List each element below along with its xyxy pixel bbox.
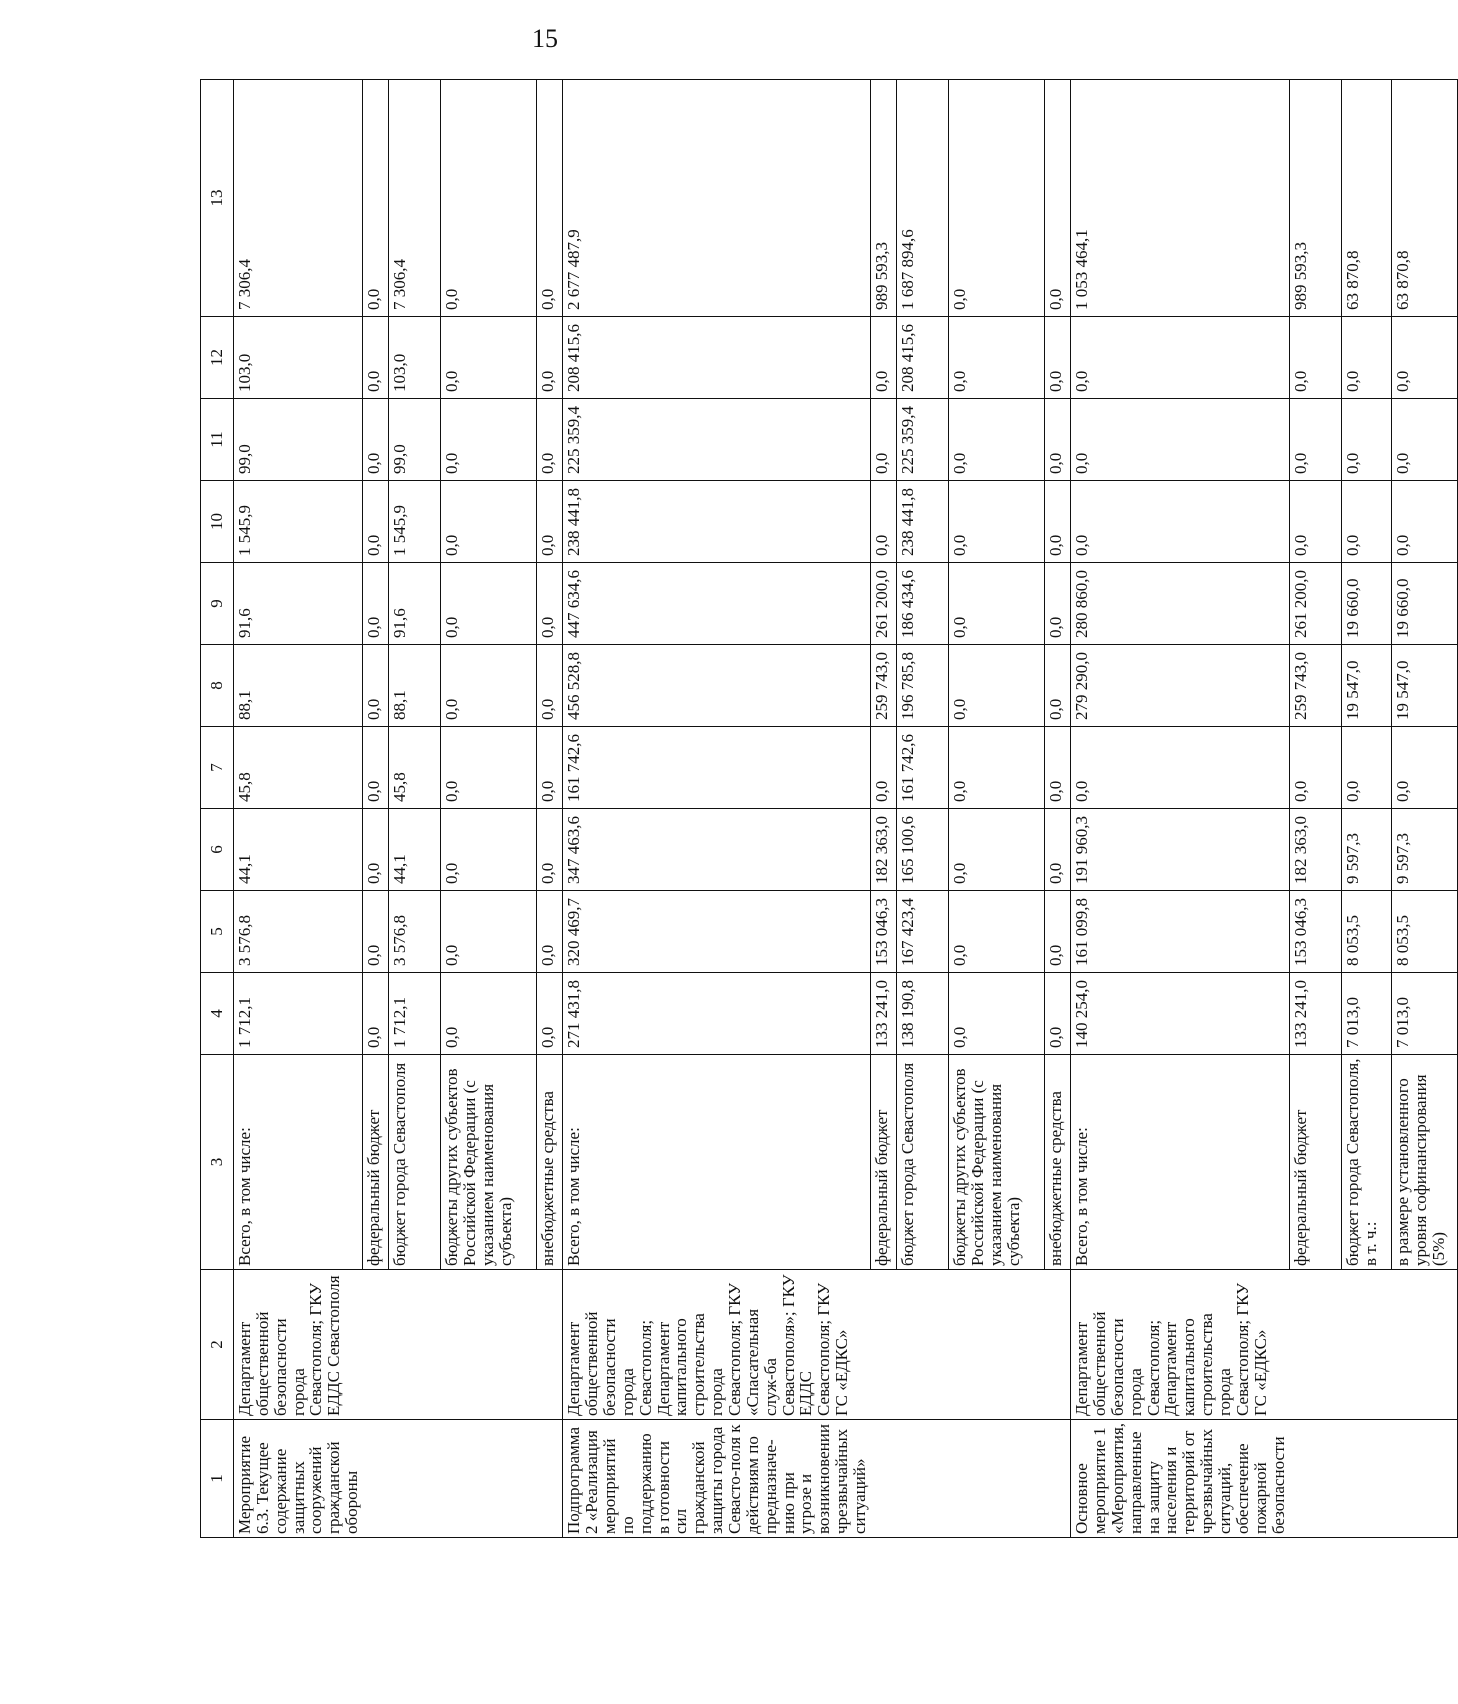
value-cell: 0,0	[949, 891, 1045, 973]
value-cell: 63 870,8	[1391, 80, 1457, 317]
value-cell: 0,0	[1045, 727, 1071, 809]
value-cell: 0,0	[441, 727, 537, 809]
table-row	[1045, 80, 1071, 1538]
value-cell: 9 597,3	[1391, 809, 1457, 891]
value-cell: 133 241,0	[1289, 973, 1341, 1055]
value-cell: 0,0	[949, 645, 1045, 727]
value-cell: 0,0	[537, 645, 563, 727]
value-cell: 0,0	[871, 481, 897, 563]
value-cell: 1 545,9	[389, 481, 441, 563]
program-name-cell	[1341, 1420, 1391, 1538]
value-cell: 0,0	[441, 809, 537, 891]
value-cell: 0,0	[1391, 727, 1457, 809]
funding-source-cell: федеральный бюджет	[363, 1055, 389, 1270]
executor-cell	[1289, 1270, 1341, 1420]
value-cell: 19 547,0	[1391, 645, 1457, 727]
col-header: 1	[201, 1420, 234, 1538]
value-cell: 0,0	[1391, 399, 1457, 481]
value-cell: 0,0	[949, 481, 1045, 563]
value-cell: 3 576,8	[234, 891, 363, 973]
value-cell: 196 785,8	[897, 645, 949, 727]
value-cell: 44,1	[389, 809, 441, 891]
col-header: 12	[201, 317, 234, 399]
value-cell: 0,0	[949, 399, 1045, 481]
value-cell: 0,0	[363, 317, 389, 399]
col-header: 10	[201, 481, 234, 563]
program-name-cell	[871, 1420, 897, 1538]
value-cell: 259 743,0	[871, 645, 897, 727]
table-row	[441, 80, 537, 1538]
program-name-cell	[1391, 1420, 1457, 1538]
program-name-cell: Подпрограмма 2 «Реализация мероприятий по поддержанию в готовности сил гражданской защиты города Севасто-поля к действиям по предназначе-нию при угрозе и возникновении чрезвычайных ситуаций»	[563, 1420, 871, 1538]
executor-cell	[1341, 1270, 1391, 1420]
value-cell: 161 742,6	[563, 727, 871, 809]
program-name-cell: Основное мероприятие 1 «Мероприятия, направленные на защиту населения и территорий от чрезвычайных ситуаций, обеспечение пожарной безопасности	[1071, 1420, 1290, 1538]
value-cell: 7 306,4	[389, 80, 441, 317]
value-cell: 989 593,3	[871, 80, 897, 317]
value-cell: 989 593,3	[1289, 80, 1341, 317]
value-cell: 99,0	[234, 399, 363, 481]
value-cell: 447 634,6	[563, 563, 871, 645]
value-cell: 153 046,3	[1289, 891, 1341, 973]
value-cell: 7 306,4	[234, 80, 363, 317]
value-cell: 0,0	[1071, 317, 1290, 399]
value-cell: 0,0	[537, 317, 563, 399]
value-cell: 0,0	[949, 317, 1045, 399]
value-cell: 0,0	[949, 80, 1045, 317]
funding-source-cell: бюджеты других субъектов Российской Федерации (с указанием наименования субъекта)	[949, 1055, 1045, 1270]
value-cell: 208 415,6	[897, 317, 949, 399]
value-cell: 0,0	[363, 399, 389, 481]
value-cell: 0,0	[949, 727, 1045, 809]
col-header: 9	[201, 563, 234, 645]
value-cell: 347 463,6	[563, 809, 871, 891]
col-header: 13	[201, 80, 234, 317]
value-cell: 208 415,6	[563, 317, 871, 399]
value-cell: 0,0	[363, 80, 389, 317]
value-cell: 0,0	[949, 563, 1045, 645]
funding-source-cell: бюджеты других субъектов Российской Федерации (с указанием наименования субъекта)	[441, 1055, 537, 1270]
value-cell: 320 469,7	[563, 891, 871, 973]
value-cell: 1 712,1	[234, 973, 363, 1055]
value-cell: 0,0	[1289, 727, 1341, 809]
program-name-cell	[363, 1420, 389, 1538]
value-cell: 45,8	[389, 727, 441, 809]
value-cell: 7 013,0	[1391, 973, 1457, 1055]
funding-source-cell: бюджет города Севастополя, в т. ч.:	[1341, 1055, 1391, 1270]
value-cell: 167 423,4	[897, 891, 949, 973]
executor-cell: Департамент общественной безопасности города Севастополя; Департамент капитального строительства города Севастополя; ГКУ «Спасательная служ-ба Севастополя»; ГКУ ЕДДС Севастополя; ГКУ ГС «ЕДКС»	[563, 1270, 871, 1420]
program-name-cell	[537, 1420, 563, 1538]
value-cell: 238 441,8	[563, 481, 871, 563]
col-header: 4	[201, 973, 234, 1055]
value-cell: 0,0	[1391, 481, 1457, 563]
value-cell: 182 363,0	[1289, 809, 1341, 891]
budget-table	[200, 79, 1458, 1538]
value-cell: 1 545,9	[234, 481, 363, 563]
value-cell: 0,0	[441, 891, 537, 973]
table-row	[389, 80, 441, 1538]
value-cell: 0,0	[871, 727, 897, 809]
value-cell: 3 576,8	[389, 891, 441, 973]
value-cell: 238 441,8	[897, 481, 949, 563]
value-cell: 161 742,6	[897, 727, 949, 809]
value-cell: 0,0	[1341, 399, 1391, 481]
value-cell: 0,0	[537, 891, 563, 973]
value-cell: 225 359,4	[563, 399, 871, 481]
program-name-cell	[389, 1420, 441, 1538]
program-name-cell	[441, 1420, 537, 1538]
table-row	[949, 80, 1045, 1538]
value-cell: 0,0	[363, 809, 389, 891]
value-cell: 0,0	[1045, 399, 1071, 481]
value-cell: 0,0	[363, 563, 389, 645]
value-cell: 0,0	[1045, 481, 1071, 563]
executor-cell	[537, 1270, 563, 1420]
value-cell: 0,0	[537, 973, 563, 1055]
value-cell: 1 712,1	[389, 973, 441, 1055]
executor-cell	[1045, 1270, 1071, 1420]
value-cell: 7 013,0	[1341, 973, 1391, 1055]
executor-cell	[441, 1270, 537, 1420]
value-cell: 0,0	[363, 481, 389, 563]
value-cell: 88,1	[389, 645, 441, 727]
value-cell: 0,0	[949, 809, 1045, 891]
value-cell: 91,6	[389, 563, 441, 645]
value-cell: 9 597,3	[1341, 809, 1391, 891]
executor-cell	[897, 1270, 949, 1420]
value-cell: 261 200,0	[1289, 563, 1341, 645]
value-cell: 0,0	[1289, 481, 1341, 563]
value-cell: 0,0	[1045, 563, 1071, 645]
value-cell: 0,0	[1341, 481, 1391, 563]
value-cell: 0,0	[1289, 399, 1341, 481]
table-row	[1071, 80, 1290, 1538]
table-row	[1341, 80, 1391, 1538]
value-cell: 45,8	[234, 727, 363, 809]
executor-cell: Департамент общественной безопасности города Севастополя; Департамент капитального строительства города Севастополя; ГКУ ГС «ЕДКС»	[1071, 1270, 1290, 1420]
value-cell: 19 547,0	[1341, 645, 1391, 727]
value-cell: 0,0	[441, 481, 537, 563]
table-row	[363, 80, 389, 1538]
funding-source-cell: Всего, в том числе:	[563, 1055, 871, 1270]
value-cell: 88,1	[234, 645, 363, 727]
table-row	[234, 80, 363, 1538]
value-cell: 140 254,0	[1071, 973, 1290, 1055]
table-row	[537, 80, 563, 1538]
value-cell: 0,0	[537, 809, 563, 891]
value-cell: 19 660,0	[1391, 563, 1457, 645]
executor-cell	[363, 1270, 389, 1420]
table-row	[1289, 80, 1341, 1538]
program-name-cell: Мероприятие 6.3. Текущее содержание защитных сооружений гражданской обороны	[234, 1420, 363, 1538]
value-cell: 0,0	[537, 727, 563, 809]
value-cell: 0,0	[871, 317, 897, 399]
value-cell: 261 200,0	[871, 563, 897, 645]
value-cell: 103,0	[234, 317, 363, 399]
funding-source-cell: федеральный бюджет	[1289, 1055, 1341, 1270]
value-cell: 0,0	[1341, 317, 1391, 399]
funding-source-cell: внебюджетные средства	[537, 1055, 563, 1270]
value-cell: 0,0	[363, 645, 389, 727]
value-cell: 0,0	[441, 317, 537, 399]
col-header: 11	[201, 399, 234, 481]
col-header: 6	[201, 809, 234, 891]
value-cell: 0,0	[441, 563, 537, 645]
value-cell: 186 434,6	[897, 563, 949, 645]
value-cell: 63 870,8	[1341, 80, 1391, 317]
funding-source-cell: бюджет города Севастополя	[389, 1055, 441, 1270]
value-cell: 91,6	[234, 563, 363, 645]
value-cell: 133 241,0	[871, 973, 897, 1055]
value-cell: 0,0	[1045, 809, 1071, 891]
value-cell: 0,0	[441, 80, 537, 317]
value-cell: 0,0	[1071, 399, 1290, 481]
funding-source-cell: Всего, в том числе:	[1071, 1055, 1290, 1270]
value-cell: 8 053,5	[1391, 891, 1457, 973]
value-cell: 1 053 464,1	[1071, 80, 1290, 317]
value-cell: 271 431,8	[563, 973, 871, 1055]
col-header: 2	[201, 1270, 234, 1420]
program-name-cell	[897, 1420, 949, 1538]
funding-source-cell: в размере установленного уровня софинансирования (5%)	[1391, 1055, 1457, 1270]
value-cell: 44,1	[234, 809, 363, 891]
value-cell: 0,0	[363, 891, 389, 973]
value-cell: 19 660,0	[1341, 563, 1391, 645]
executor-cell	[389, 1270, 441, 1420]
value-cell: 0,0	[441, 973, 537, 1055]
value-cell: 0,0	[871, 399, 897, 481]
value-cell: 0,0	[1341, 727, 1391, 809]
table-row	[563, 80, 871, 1538]
funding-source-cell: федеральный бюджет	[871, 1055, 897, 1270]
executor-cell: Департамент общественной безопасности города Севастополя; ГКУ ЕДДС Севастополя	[234, 1270, 363, 1420]
col-header: 5	[201, 891, 234, 973]
value-cell: 2 677 487,9	[563, 80, 871, 317]
value-cell: 0,0	[1045, 645, 1071, 727]
executor-cell	[1391, 1270, 1457, 1420]
program-name-cell	[1289, 1420, 1341, 1538]
funding-source-cell: внебюджетные средства	[1045, 1055, 1071, 1270]
value-cell: 280 860,0	[1071, 563, 1290, 645]
value-cell: 0,0	[441, 399, 537, 481]
value-cell: 161 099,8	[1071, 891, 1290, 973]
value-cell: 103,0	[389, 317, 441, 399]
table-row	[897, 80, 949, 1538]
value-cell: 182 363,0	[871, 809, 897, 891]
page-number: 15	[532, 24, 558, 53]
col-header: 3	[201, 1055, 234, 1270]
value-cell: 456 528,8	[563, 645, 871, 727]
value-cell: 0,0	[1391, 317, 1457, 399]
value-cell: 0,0	[949, 973, 1045, 1055]
value-cell: 279 290,0	[1071, 645, 1290, 727]
value-cell: 0,0	[441, 645, 537, 727]
program-name-cell	[1045, 1420, 1071, 1538]
executor-cell	[949, 1270, 1045, 1420]
funding-source-cell: Всего, в том числе:	[234, 1055, 363, 1270]
value-cell: 0,0	[1071, 481, 1290, 563]
value-cell: 0,0	[1071, 727, 1290, 809]
col-header: 7	[201, 727, 234, 809]
rotated-table-container	[200, 100, 1448, 1538]
value-cell: 0,0	[537, 80, 563, 317]
value-cell: 225 359,4	[897, 399, 949, 481]
value-cell: 259 743,0	[1289, 645, 1341, 727]
col-header: 8	[201, 645, 234, 727]
value-cell: 0,0	[537, 399, 563, 481]
value-cell: 0,0	[1045, 80, 1071, 317]
value-cell: 0,0	[363, 973, 389, 1055]
value-cell: 0,0	[537, 563, 563, 645]
value-cell: 0,0	[1045, 973, 1071, 1055]
table-row	[1391, 80, 1457, 1538]
value-cell: 0,0	[1045, 891, 1071, 973]
value-cell: 0,0	[1289, 317, 1341, 399]
executor-cell	[871, 1270, 897, 1420]
value-cell: 8 053,5	[1341, 891, 1391, 973]
value-cell: 165 100,6	[897, 809, 949, 891]
value-cell: 99,0	[389, 399, 441, 481]
value-cell: 0,0	[1045, 317, 1071, 399]
funding-source-cell: бюджет города Севастополя	[897, 1055, 949, 1270]
program-name-cell	[949, 1420, 1045, 1538]
column-number-row	[201, 80, 234, 1538]
value-cell: 138 190,8	[897, 973, 949, 1055]
value-cell: 153 046,3	[871, 891, 897, 973]
table-row	[871, 80, 897, 1538]
value-cell: 0,0	[537, 481, 563, 563]
value-cell: 1 687 894,6	[897, 80, 949, 317]
table-body	[234, 80, 1458, 1538]
value-cell: 0,0	[363, 727, 389, 809]
value-cell: 191 960,3	[1071, 809, 1290, 891]
